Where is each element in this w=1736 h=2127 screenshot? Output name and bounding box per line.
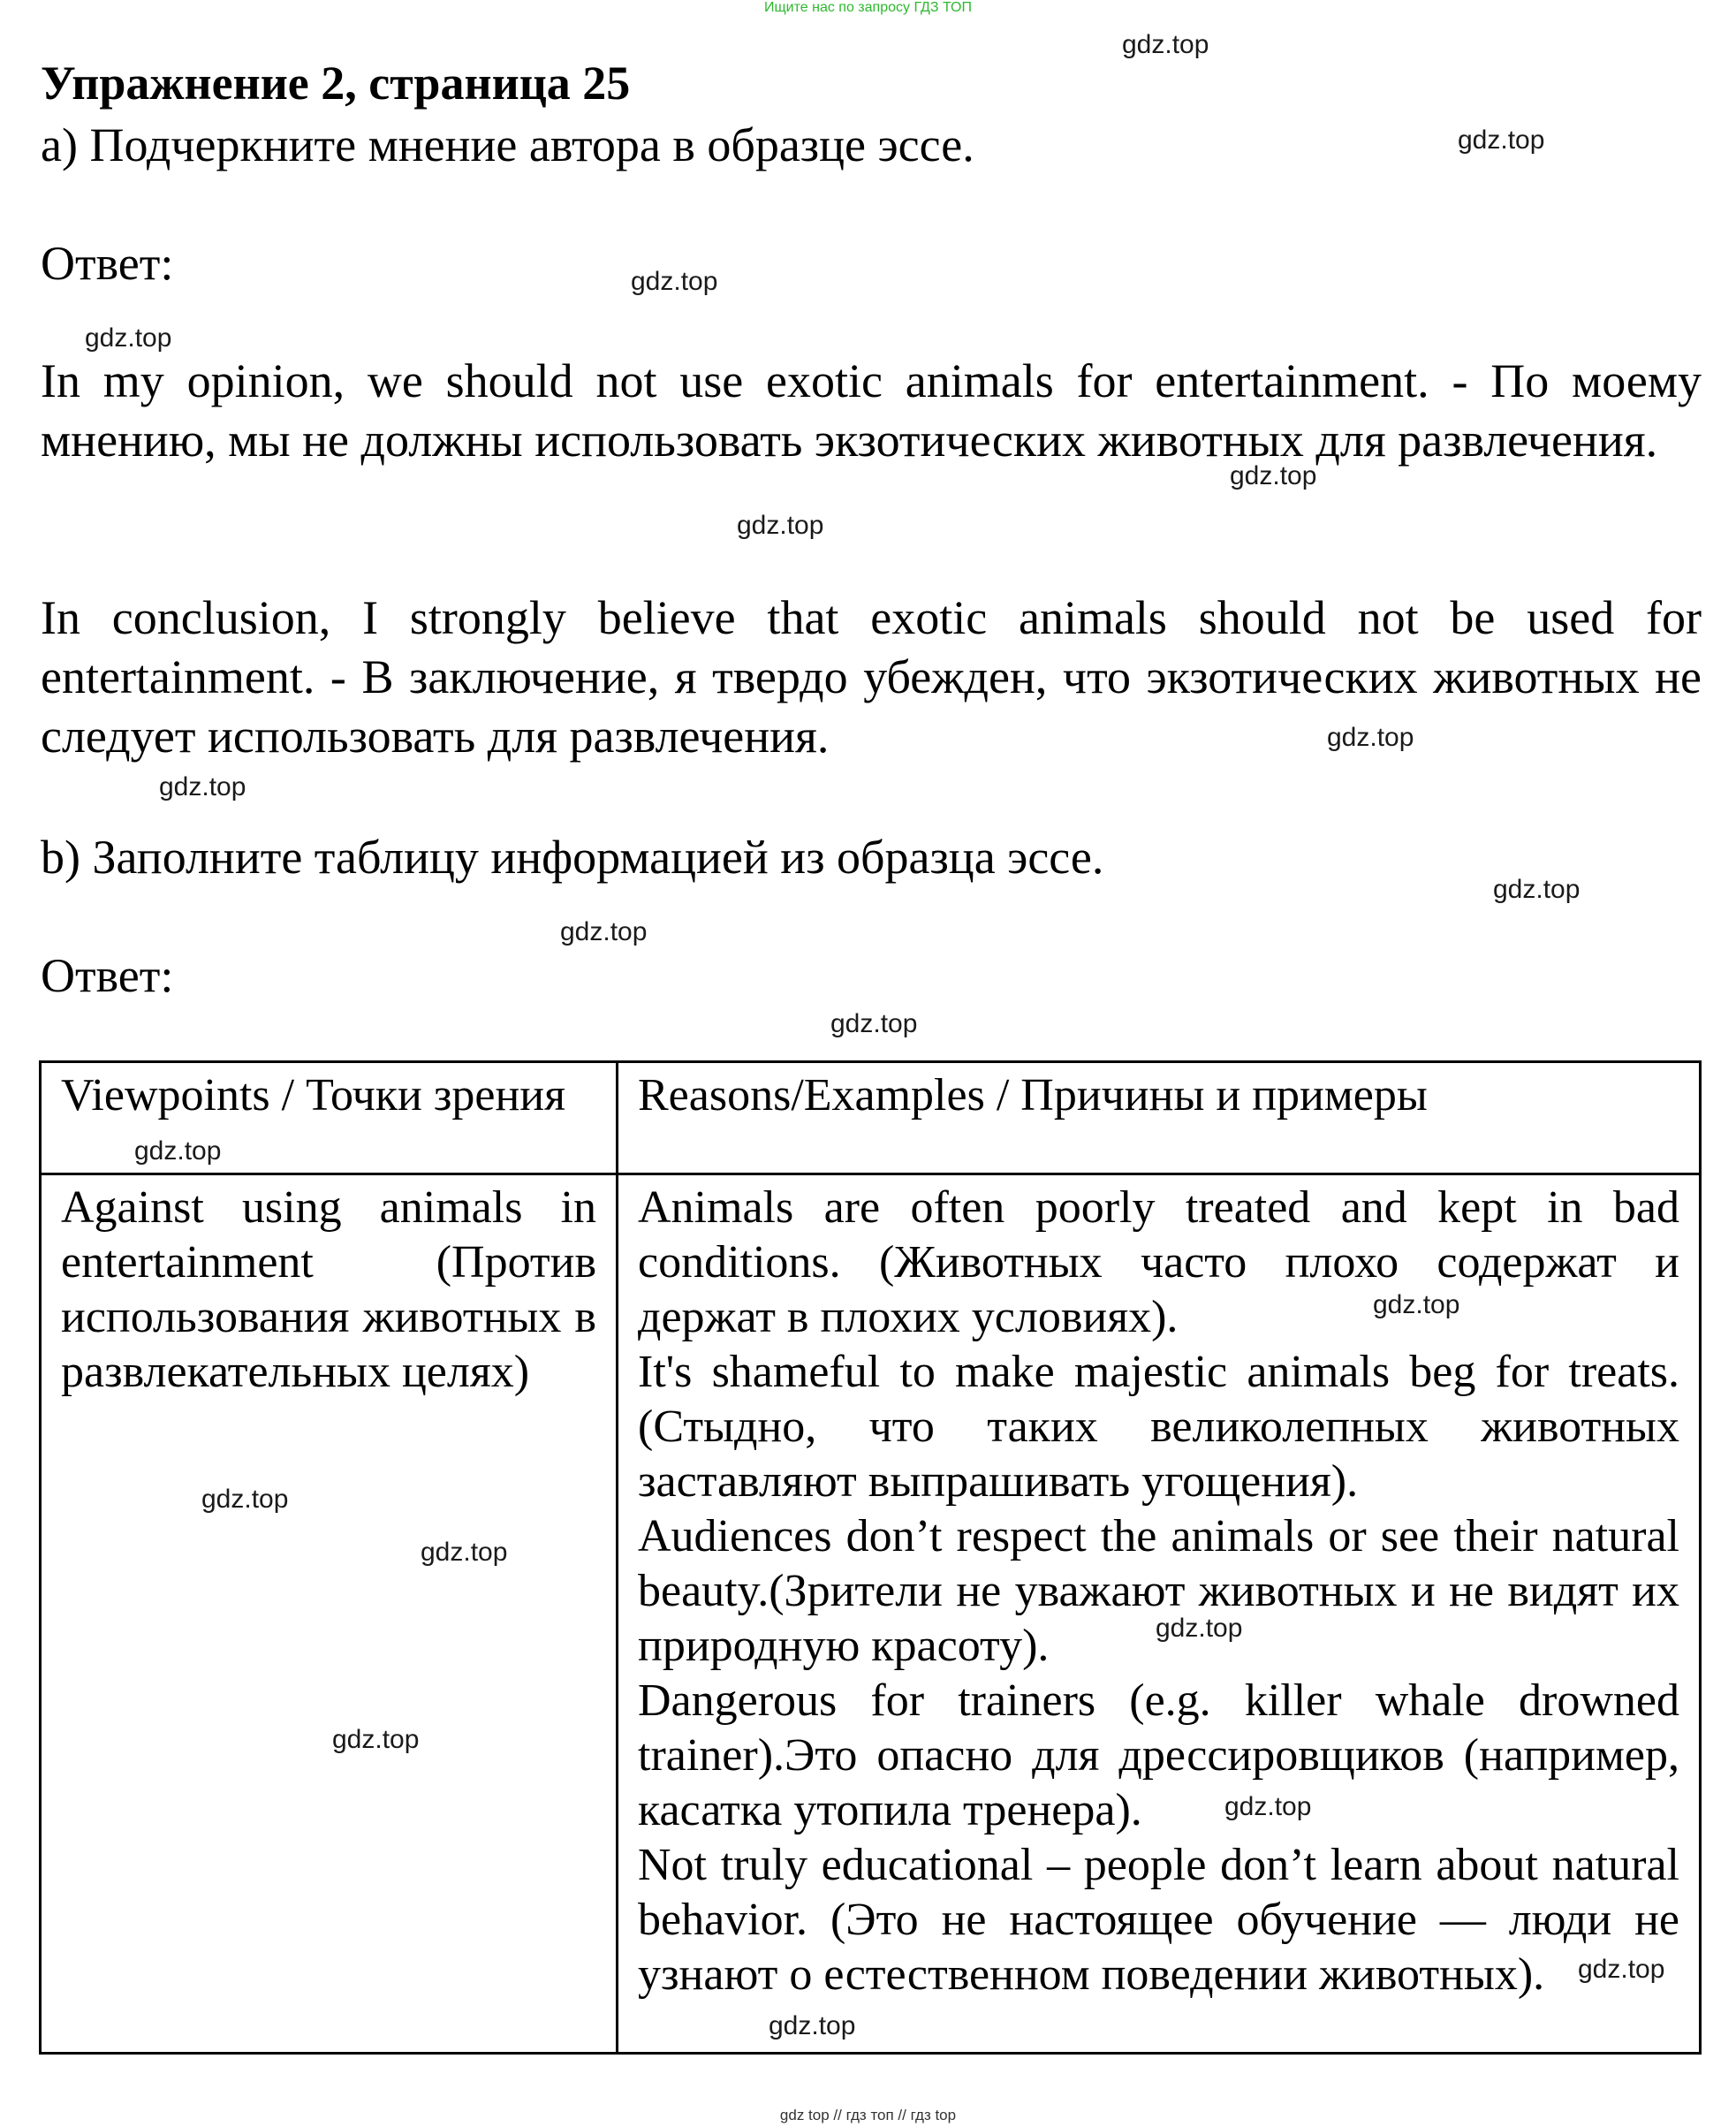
top-banner: Ищите нас по запросу ГДЗ ТОП (764, 0, 972, 15)
watermark: gdz.top (1458, 125, 1545, 155)
watermark: gdz.top (1122, 30, 1209, 59)
watermark: gdz.top (421, 1538, 508, 1567)
page-title: Упражнение 2, страница 25 (41, 57, 631, 110)
paragraph-conclusion: In conclusion, I strongly believe that exotic animals should not be used for entertainment. - В заключение, я твердо убежден, что экзотических животных не следует использовать для развлечения. (41, 591, 1702, 763)
watermark: gdz.top (1156, 1614, 1243, 1643)
watermark: gdz.top (1327, 723, 1414, 752)
task-b: b) Заполните таблицу информацией из образца эссе. (41, 831, 1104, 884)
watermark: gdz.top (631, 267, 718, 296)
footer: gdz top // гдз топ // гдз top (779, 2107, 957, 2123)
reason-item: Animals are often poorly treated and kept in bad conditions. (Животных часто плохо содержат и держат в плохих условиях). (638, 1182, 1679, 1342)
reason-item: It's shameful to make majestic animals beg for treats. (Стыдно, что таких великолепных животных заставляют выпрашивать угощения). (638, 1347, 1679, 1507)
watermark: gdz.top (1230, 461, 1317, 490)
answer-label-b: Ответ: (41, 949, 174, 1002)
watermark: gdz.top (159, 772, 246, 801)
task-a: a) Подчеркните мнение автора в образце эссе. (41, 118, 974, 171)
table-header-row (41, 1062, 1701, 1174)
reason-item: Dangerous for trainers (e.g. killer whale drowned trainer).Это опасно для дрессировщиков (например, касатка утопила тренера). (638, 1675, 1679, 1835)
paragraph-opinion: In my opinion, we should not use exotic animals for entertainment. - По моему мнению, мы не должны использовать экзотических животных для развлечения. (41, 354, 1702, 467)
reason-item: Audiences don’t respect the animals or see their natural beauty.(Зрители не уважают животных и не видят их природную красоту). (638, 1511, 1679, 1671)
watermark: gdz.top (1578, 1955, 1665, 1984)
reason-item: Not truly educational – people don’t learn about natural behavior. (Это не настоящее обучение — люди не узнают о естественном поведении животных). (638, 1840, 1679, 2000)
watermark: gdz.top (830, 1009, 918, 1038)
watermark: gdz.top (560, 917, 648, 946)
essay-table (39, 1060, 1702, 2055)
viewpoint-cell: Against using animals in entertainment (Против использования животных в развлекательных целях) (41, 1174, 618, 2054)
watermark: gdz.top (85, 323, 172, 353)
watermark: gdz.top (134, 1136, 222, 1166)
watermark: gdz.top (769, 2011, 856, 2040)
answer-label-a: Ответ: (41, 237, 174, 290)
watermark: gdz.top (737, 511, 824, 540)
header-reasons: Reasons/Examples / Причины и примеры (618, 1062, 1701, 1174)
watermark: gdz.top (1373, 1290, 1460, 1319)
watermark: gdz.top (332, 1725, 420, 1754)
watermark: gdz.top (1493, 875, 1581, 904)
watermark: gdz.top (201, 1485, 289, 1514)
header-viewpoints: Viewpoints / Точки зрения (41, 1062, 618, 1174)
watermark: gdz.top (1224, 1792, 1312, 1821)
